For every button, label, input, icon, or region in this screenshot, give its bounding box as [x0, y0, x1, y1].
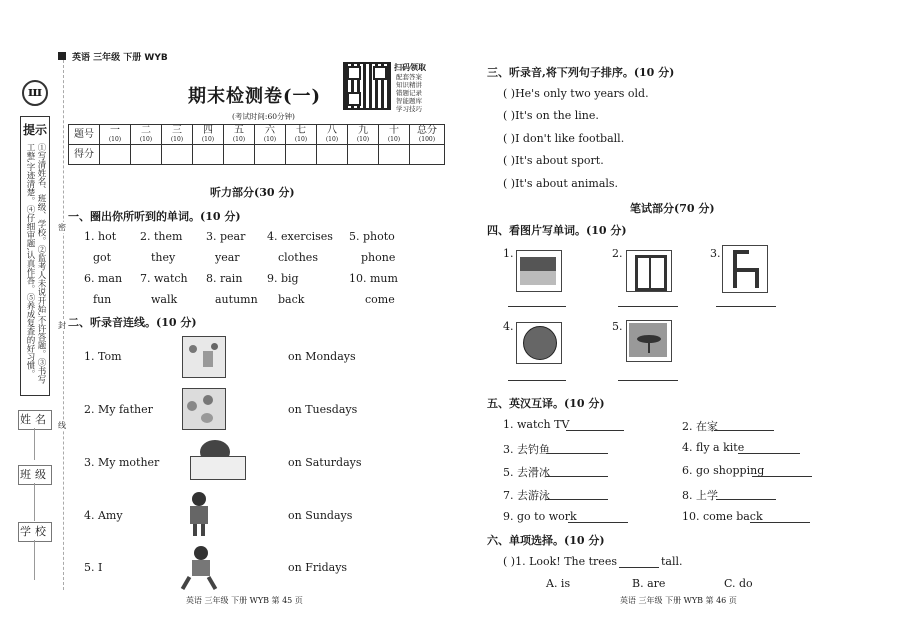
- q2-day[interactable]: on Fridays: [288, 561, 348, 574]
- q4-num: 4.: [503, 320, 514, 333]
- col-total: 总分 (100): [410, 125, 445, 145]
- hint-title: 提示: [22, 123, 47, 137]
- word[interactable]: 9. big: [267, 272, 299, 285]
- header-bar: [58, 52, 66, 60]
- word[interactable]: they: [151, 251, 176, 264]
- q5-item: 4. fly a kite: [682, 441, 745, 454]
- hint-text: ①写清姓名、班级、学校。②监考人未说开始,不许答题。③书写工整,字迹清楚。④仔细审题,认真作答。⑤养成复查的好习惯。: [25, 143, 46, 384]
- word[interactable]: phone: [361, 251, 396, 264]
- score-cell[interactable]: [348, 145, 379, 165]
- q2-person[interactable]: 3. My mother: [84, 456, 160, 469]
- qr-label: 扫码领取: [394, 62, 426, 72]
- score-cell[interactable]: [317, 145, 348, 165]
- score-cell[interactable]: [286, 145, 317, 165]
- row-label: 题号: [69, 125, 100, 145]
- q4-num: 3.: [710, 247, 721, 260]
- col-9: 九 (10): [348, 125, 379, 145]
- q5-title: 五、英汉互译。(10 分): [487, 397, 605, 410]
- class-line: [34, 483, 35, 521]
- word[interactable]: 6. man: [84, 272, 123, 285]
- q3-item[interactable]: ( )It's about animals.: [503, 177, 619, 190]
- name-line: [34, 428, 35, 460]
- q4-title: 四、看图片写单词。(10 分): [487, 224, 627, 237]
- picture-lake-landscape-icon: [516, 250, 562, 292]
- class-label: 班级: [18, 465, 52, 485]
- answer-line[interactable]: [566, 430, 624, 431]
- picture-reading-newspaper-icon[interactable]: [190, 440, 244, 482]
- col-2: 二 (10): [131, 125, 162, 145]
- word[interactable]: 3. pear: [206, 230, 246, 243]
- q6-blank[interactable]: [619, 567, 659, 568]
- q6-option[interactable]: B. are: [632, 577, 666, 590]
- q2-day[interactable]: on Tuesdays: [288, 403, 358, 416]
- score-cell[interactable]: [193, 145, 224, 165]
- word[interactable]: 5. photo: [349, 230, 395, 243]
- word[interactable]: fun: [93, 293, 112, 306]
- word[interactable]: 10. mum: [349, 272, 398, 285]
- school-line: [34, 540, 35, 580]
- q2-person[interactable]: 4. Amy: [84, 509, 123, 522]
- col-8: 八 (10): [317, 125, 348, 145]
- exam-time-note: (考试时间:60分钟): [232, 112, 295, 121]
- footer-right: 英语 三年级 下册 WYB 第 46 页: [620, 596, 737, 605]
- col-6: 六 (10): [255, 125, 286, 145]
- score-table-score-row: [69, 145, 445, 165]
- q5-item: 3. 去钓鱼: [503, 443, 550, 456]
- q5-item: 9. go to work: [503, 510, 577, 523]
- qr-item: 错题记录: [396, 89, 422, 97]
- margin-mark-xian: 线: [58, 421, 66, 430]
- q2-day[interactable]: on Saturdays: [288, 456, 362, 469]
- qr-item: 学习技巧: [396, 105, 422, 113]
- word[interactable]: clothes: [278, 251, 318, 264]
- q6-question: [503, 555, 683, 568]
- picture-chair-icon: [722, 245, 768, 293]
- word[interactable]: 1. hot: [84, 230, 117, 243]
- hint-box: [20, 116, 50, 396]
- answer-line[interactable]: [618, 306, 678, 307]
- qr-code-icon: [343, 62, 391, 110]
- answer-line[interactable]: [714, 430, 774, 431]
- margin-mark-mi: 密: [58, 223, 66, 232]
- q5-item: 6. go shopping: [682, 464, 765, 477]
- answer-line[interactable]: [546, 453, 608, 454]
- score-cell[interactable]: [162, 145, 193, 165]
- q6-option[interactable]: C. do: [724, 577, 753, 590]
- school-label: 学校: [18, 522, 52, 542]
- logo-icon: ш: [22, 80, 48, 106]
- q3-item[interactable]: ( )It's on the line.: [503, 109, 599, 122]
- col-5: 五 (10): [224, 125, 255, 145]
- answer-line[interactable]: [546, 499, 608, 500]
- q4-num: 5.: [612, 320, 623, 333]
- col-1: 一 (10): [100, 125, 131, 145]
- picture-swimming-icon[interactable]: [182, 388, 226, 430]
- q5-item: 7. 去游泳: [503, 489, 550, 502]
- qr-item: 智能题库: [396, 97, 422, 105]
- picture-window-icon: [626, 250, 672, 292]
- q3-item[interactable]: ( )I don't like football.: [503, 132, 625, 145]
- q3-item[interactable]: ( )It's about sport.: [503, 154, 604, 167]
- picture-basketball-icon: [516, 322, 562, 364]
- q5-item: 5. 去滑冰: [503, 466, 550, 479]
- word[interactable]: come: [365, 293, 395, 306]
- q6-title: 六、单项选择。(10 分): [487, 534, 605, 547]
- picture-tree-sunset-icon: [626, 320, 672, 362]
- footer-left: 英语 三年级 下册 WYB 第 45 页: [186, 596, 303, 605]
- q5-item: 10. come back: [682, 510, 763, 523]
- exam-title: 期末检测卷(一): [188, 86, 322, 107]
- score-cell[interactable]: [224, 145, 255, 165]
- q2-day[interactable]: on Mondays: [288, 350, 356, 363]
- q4-num: 2.: [612, 247, 623, 260]
- q6-option[interactable]: A. is: [546, 577, 571, 590]
- answer-line[interactable]: [546, 476, 608, 477]
- q4-num: 1.: [503, 247, 514, 260]
- header-subject: 英语 三年级 下册 WYB: [72, 53, 168, 63]
- word[interactable]: year: [215, 251, 240, 264]
- score-cell[interactable]: [131, 145, 162, 165]
- answer-line[interactable]: [508, 380, 566, 381]
- written-title: 笔试部分(70 分): [630, 202, 715, 215]
- score-cell[interactable]: [410, 145, 445, 165]
- word[interactable]: walk: [151, 293, 178, 306]
- answer-line[interactable]: [750, 522, 810, 523]
- score-table: [68, 124, 445, 165]
- answer-line[interactable]: [568, 522, 628, 523]
- answer-line[interactable]: [716, 499, 776, 500]
- col-4: 四 (10): [193, 125, 224, 145]
- margin-mark-feng: 封: [58, 321, 66, 330]
- score-cell[interactable]: [100, 145, 131, 165]
- picture-playing-icon[interactable]: [182, 336, 226, 378]
- q5-item: 8. 上学: [682, 489, 718, 502]
- row-label: 得分: [69, 145, 100, 165]
- answer-line[interactable]: [716, 306, 776, 307]
- score-table-header-row: [69, 125, 445, 145]
- q6-stem-a: ( )1. Look! The trees: [503, 555, 617, 568]
- word[interactable]: autumn: [215, 293, 258, 306]
- score-cell[interactable]: [379, 145, 410, 165]
- answer-line[interactable]: [618, 380, 678, 381]
- picture-girl-on-phone-icon[interactable]: [184, 492, 214, 536]
- word[interactable]: back: [278, 293, 305, 306]
- q2-person[interactable]: 2. My father: [84, 403, 153, 416]
- q1-title: 一、圈出你所听到的单词。(10 分): [68, 210, 241, 223]
- word[interactable]: got: [93, 251, 112, 264]
- answer-line[interactable]: [738, 453, 800, 454]
- q5-item: 2. 在家: [682, 420, 718, 433]
- qr-items: [396, 73, 422, 113]
- listening-title: 听力部分(30 分): [210, 186, 295, 199]
- picture-girl-dancing-icon[interactable]: [180, 546, 220, 590]
- q2-person[interactable]: 1. Tom: [84, 350, 122, 363]
- word[interactable]: 2. them: [140, 230, 183, 243]
- q2-day[interactable]: on Sundays: [288, 509, 353, 522]
- answer-line[interactable]: [752, 476, 812, 477]
- word[interactable]: 4. exercises: [267, 230, 333, 243]
- col-3: 三 (10): [162, 125, 193, 145]
- q3-item[interactable]: ( )He's only two years old.: [503, 87, 649, 100]
- score-cell[interactable]: [255, 145, 286, 165]
- qr-item: 配套答案: [396, 73, 422, 81]
- q2-title: 二、听录音连线。(10 分): [68, 316, 197, 329]
- qr-item: 知识精讲: [396, 81, 422, 89]
- q3-title: 三、听录音,将下列句子排序。(10 分): [487, 66, 675, 79]
- q2-person[interactable]: 5. I: [84, 561, 103, 574]
- q6-stem-b: tall.: [660, 555, 683, 568]
- word[interactable]: 8. rain: [206, 272, 243, 285]
- word[interactable]: 7. watch: [140, 272, 188, 285]
- col-10: 十 (10): [379, 125, 410, 145]
- q5-item: 1. watch TV: [503, 418, 570, 431]
- name-label: 姓名: [18, 410, 52, 430]
- answer-line[interactable]: [508, 306, 566, 307]
- col-7: 七 (10): [286, 125, 317, 145]
